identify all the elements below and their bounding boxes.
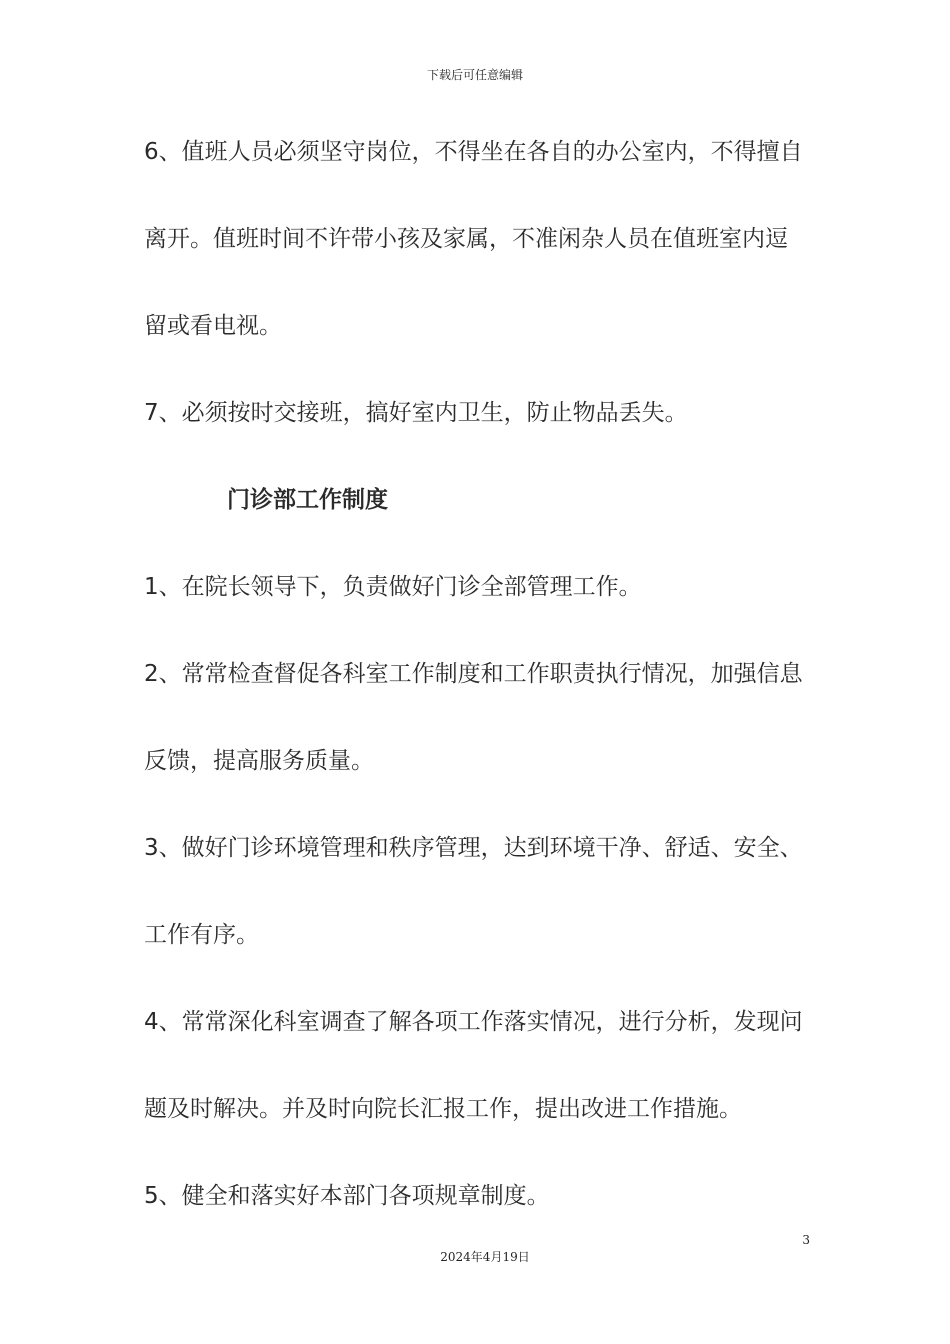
- page-number: 3: [802, 1233, 810, 1247]
- body-line: 反馈，提高服务质量。: [144, 748, 374, 774]
- body-line: 题及时解决。并及时向院长汇报工作，提出改进工作措施。: [144, 1096, 742, 1122]
- page-footer-date: 2024年4月19日: [440, 1250, 530, 1264]
- body-line: 7、必须按时交接班，搞好室内卫生，防止物品丢失。: [144, 400, 688, 426]
- body-line: 2、常常检查督促各科室工作制度和工作职责执行情况，加强信息: [144, 661, 803, 687]
- page-header: 下载后可任意编辑: [426, 68, 523, 82]
- body-line: 6、值班人员必须坚守岗位，不得坐在各自的办公室内，不得擅自: [144, 139, 803, 165]
- body-line: 留或看电视。: [144, 313, 282, 339]
- body-line: 5、健全和落实好本部门各项规章制度。: [144, 1183, 550, 1209]
- body-line: 4、常常深化科室调查了解各项工作落实情况，进行分析，发现问: [144, 1009, 803, 1035]
- body-line: 1、在院长领导下，负责做好门诊全部管理工作。: [144, 574, 642, 600]
- body-line: 3、做好门诊环境管理和秩序管理，达到环境干净、舒适、安全、: [144, 835, 803, 861]
- section-title: 门诊部工作制度: [227, 487, 388, 513]
- body-line: 工作有序。: [144, 922, 259, 948]
- body-line: 离开。值班时间不许带小孩及家属，不准闲杂人员在值班室内逗: [144, 226, 788, 252]
